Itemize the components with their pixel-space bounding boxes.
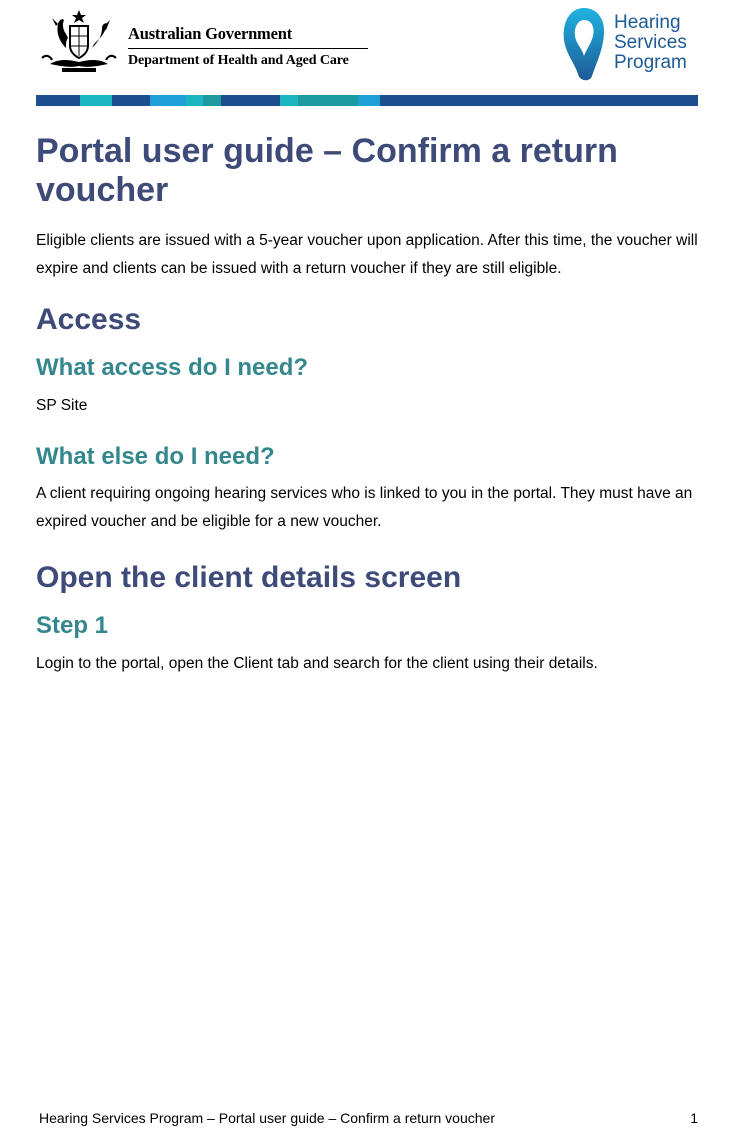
ear-icon	[562, 6, 606, 82]
stripe-segment	[358, 95, 380, 106]
program-name-line: Services	[614, 32, 687, 53]
department-name: Department of Health and Aged Care	[128, 53, 349, 68]
access-need-text: SP Site	[36, 397, 88, 414]
logo-divider	[128, 48, 368, 49]
stripe-segment	[112, 95, 150, 106]
program-name-line: Program	[614, 52, 687, 73]
coat-of-arms-icon	[36, 8, 122, 74]
decorative-color-stripe	[36, 95, 698, 106]
page-footer	[39, 1109, 698, 1127]
stripe-segment	[186, 95, 203, 106]
stripe-segment	[80, 95, 112, 106]
australian-government-logo	[36, 8, 376, 78]
document-body	[36, 132, 701, 678]
stripe-segment	[280, 95, 298, 106]
access-need-heading: What access do I need?	[36, 354, 309, 381]
stripe-segment	[221, 95, 280, 106]
step-1-heading: Step 1	[36, 612, 109, 639]
page-number: 1	[690, 1110, 698, 1126]
footer-text: Hearing Services Program – Portal user guide – Confirm a return voucher	[39, 1110, 495, 1126]
page-title: Portal user guide – Confirm a return voucher	[36, 132, 618, 209]
else-heading: What else do I need?	[36, 443, 275, 470]
else-text: A client requiring ongoing hearing services who is linked to you in the portal. They must have an expired voucher and be eligible for a new voucher.	[36, 485, 693, 530]
program-name-line: Hearing	[614, 12, 681, 33]
intro-paragraph: Eligible clients are issued with a 5-year voucher upon application. After this time, the voucher will expire and clients can be issued with a return voucher if they are still eligible.	[36, 232, 698, 277]
stripe-segment	[203, 95, 221, 106]
government-name: Australian Government	[128, 24, 292, 43]
access-heading: Access	[36, 303, 142, 336]
page-header	[36, 6, 698, 86]
open-client-heading: Open the client details screen	[36, 561, 462, 594]
program-name	[614, 13, 687, 73]
step-1-text: Login to the portal, open the Client tab and search for the client using their details.	[36, 655, 598, 672]
stripe-segment	[150, 95, 186, 106]
stripe-segment	[380, 95, 698, 106]
hearing-services-program-logo	[562, 6, 698, 82]
stripe-segment	[298, 95, 358, 106]
stripe-segment	[36, 95, 80, 106]
